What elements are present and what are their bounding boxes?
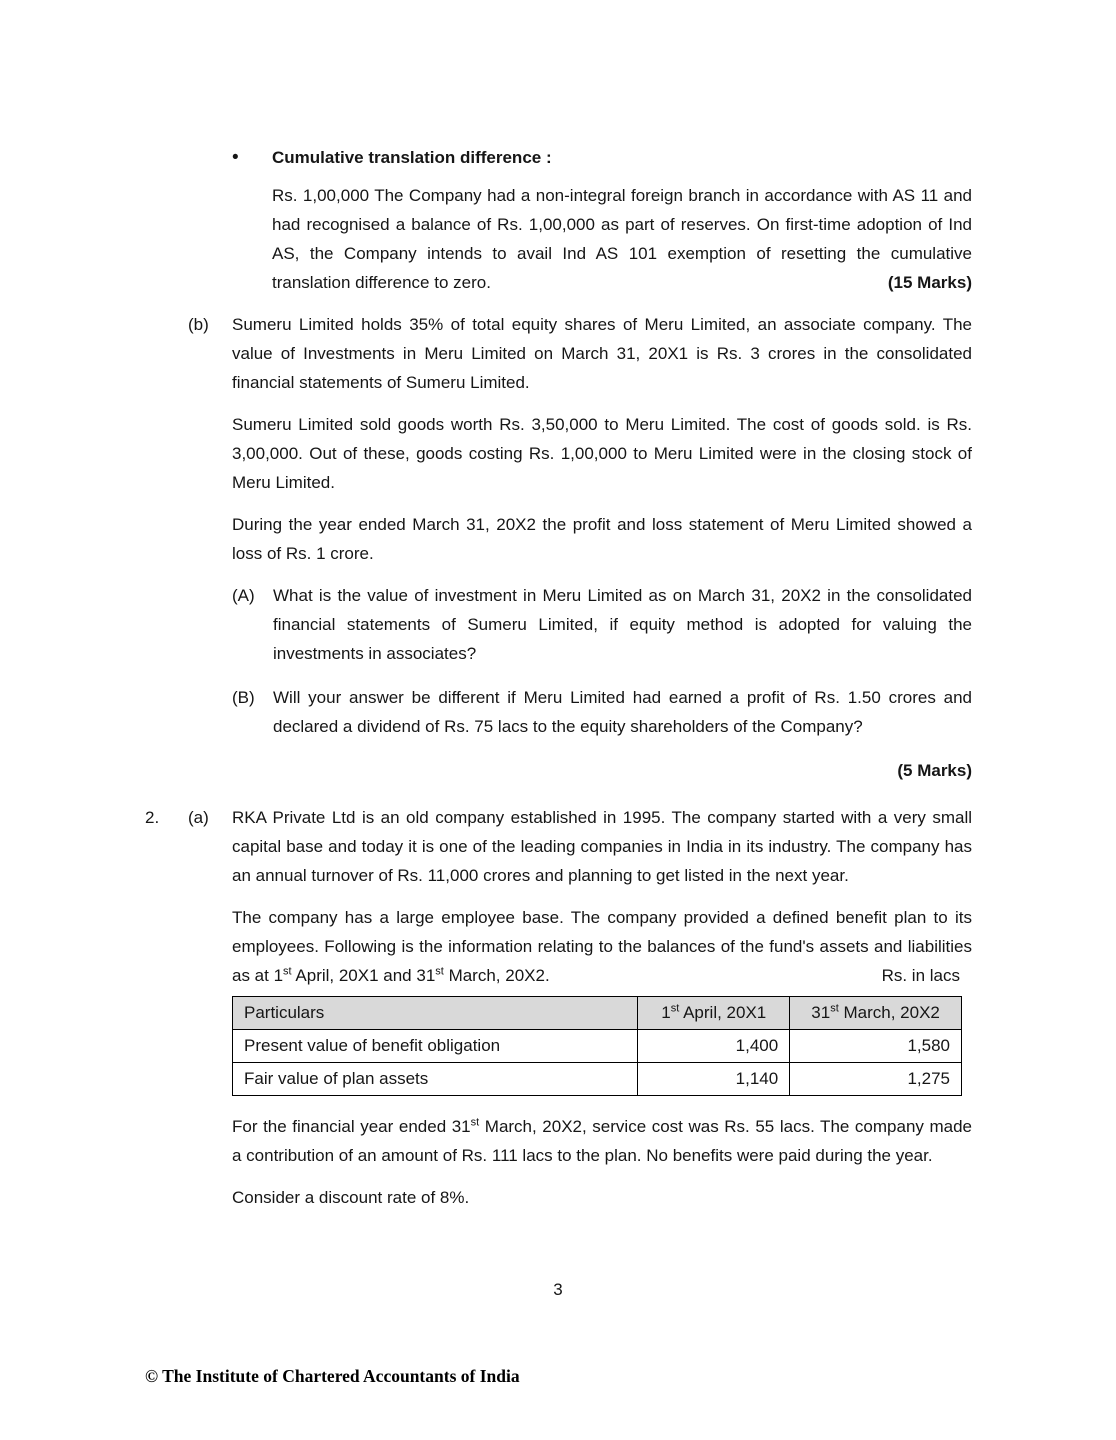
paragraph-segment: March, 20X2, service cost was Rs. 55 lacs. The company made a contribution of an amount of Rs. 111 lacs to the plan. No benefits were paid during the year. (232, 1117, 973, 1165)
header-segment: 31 (811, 1003, 831, 1022)
paragraph: RKA Private Ltd is an old company established in 1995. The company started with a very small capital base and today it is one of the leading companies in India in its industry. The company has an annual turnover of Rs. 11,000 crores and planning to get listed in the next year. (232, 808, 972, 885)
table-header-particulars: Particulars (233, 997, 638, 1030)
table-header-april (638, 997, 790, 1030)
header-segment: 1 (661, 1003, 671, 1022)
paragraph: Sumeru Limited holds 35% of total equity shares of Meru Limited, an associate company. The value of Investments in Meru Limited on March 31, 20X1 is Rs. 3 crores in the consolidated financial statements of Sumeru Limited. (232, 315, 972, 392)
superscript: st (670, 1002, 680, 1015)
bullet-body-wrap (272, 181, 972, 297)
table-cell-march-value: 1,275 (790, 1063, 962, 1096)
paragraph-segment: For the financial year ended 31 (232, 1117, 471, 1136)
bullet-marker: • (232, 147, 239, 168)
table-cell-particulars: Fair value of plan assets (233, 1063, 638, 1096)
superscript: st (830, 1002, 839, 1015)
sub-question-text: Will your answer be different if Meru Limited had earned a profit of Rs. 1.50 crores and declared a dividend of Rs. 75 lacs to the equity shareholders of the Company? (273, 688, 972, 736)
paragraph: Sumeru Limited sold goods worth Rs. 3,50,000 to Meru Limited. The cost of goods sold. is Rs. 3,00,000. Out of these, goods costing Rs. 1,00,000 to Meru Limited were in the closing stock of Meru Limited. (232, 415, 972, 492)
question-2a (145, 803, 972, 1225)
table-header-row (233, 997, 962, 1030)
sub-question-a (232, 581, 972, 668)
marks-label: (5 Marks) (897, 761, 972, 780)
sub-question-label: (B) (232, 688, 255, 707)
paragraph: Rs. 1,00,000 The Company had a non-integral foreign branch in accordance with AS 11 and had recognised a balance of Rs. 1,00,000 as part of reserves. On first-time adoption of Ind AS, the Company intends to avail Ind AS 101 exemption of resetting the cumulative translation difference to zero. (272, 186, 972, 292)
superscript: st (470, 1116, 480, 1129)
table-row (233, 1030, 962, 1063)
footer-copyright: © The Institute of Chartered Accountants of India (145, 1366, 520, 1386)
part-label: (b) (188, 315, 209, 334)
sub-question-label: (A) (232, 586, 255, 605)
section-heading: Cumulative translation difference : (272, 148, 552, 167)
paragraph-segment: March, 20X2. (443, 966, 550, 985)
paragraph: Consider a discount rate of 8%. (232, 1188, 470, 1207)
rs-in-lacs-note: Rs. in lacs (881, 966, 960, 985)
header-segment: April, 20X1 (679, 1003, 767, 1022)
page-content (145, 143, 972, 1225)
sub-question-text: What is the value of investment in Meru Limited as on March 31, 20X2 in the consolidated financial statements of Sumeru Limited, if equity method is adopted for valuing the investments in associates? (273, 586, 972, 663)
header-segment: March, 20X2 (838, 1003, 940, 1022)
table-cell-april-value: 1,400 (638, 1030, 790, 1063)
table-cell-april-value: 1,140 (638, 1063, 790, 1096)
table-cell-march-value: 1,580 (790, 1030, 962, 1063)
paragraph: During the year ended March 31, 20X2 the profit and loss statement of Meru Limited showed a loss of Rs. 1 crore. (232, 515, 972, 563)
question-number: 2. (145, 808, 160, 827)
marks-label: (15 Marks) (887, 273, 972, 292)
table-header-march (790, 997, 962, 1030)
paragraph-segment: The company has a large employee base. The company provided a defined benefit plan to its employees. Following is the information relating to the balances of the fund's assets and liabilities as at 1 (232, 908, 972, 985)
superscript: st (283, 965, 292, 978)
benefit-plan-table (232, 996, 962, 1096)
page-number: 3 (553, 1280, 563, 1299)
superscript: st (435, 965, 444, 978)
question-part-b (188, 310, 972, 800)
table-cell-particulars: Present value of benefit obligation (233, 1030, 638, 1063)
part-label: (a) (188, 808, 209, 827)
sub-question-b (232, 683, 972, 741)
table-row (233, 1063, 962, 1096)
paragraph (232, 1112, 972, 1170)
bullet-item-cumulative-translation (232, 143, 972, 172)
paragraph-segment: April, 20X1 and 31 (291, 966, 436, 985)
